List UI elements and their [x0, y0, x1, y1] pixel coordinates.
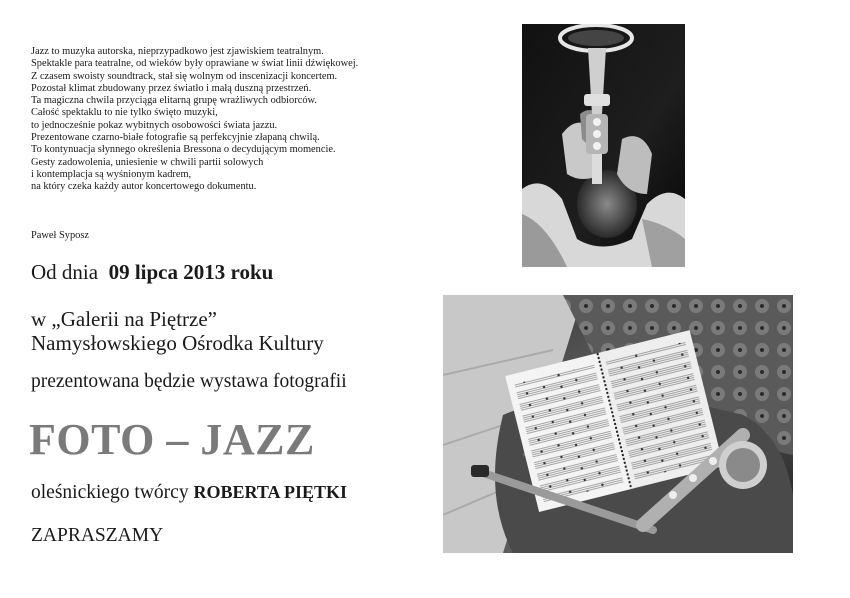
poem-line: To kontynuacja słynnego określenia Bressona o decydującym momencie.	[31, 144, 336, 156]
poem-line: Jazz to muzyka autorska, nieprzypadkowo jest zjawiskiem teatralnym.	[31, 46, 324, 57]
invite-text: ZAPRASZAMY	[31, 525, 164, 546]
photographer-name: ROBERTA PIĘTKI	[193, 482, 348, 502]
poem-line: i kontemplacja są wyśnionym kadrem,	[31, 168, 192, 180]
date-line	[31, 260, 273, 285]
poem-line: na który czeka każdy autor koncertowego dokumentu.	[31, 181, 257, 193]
poem-text	[31, 46, 441, 194]
venue-name: Namysłowskiego Ośrodka Kultury	[31, 331, 324, 355]
photographer-prefix: oleśnickiego twórcy	[31, 482, 189, 503]
gallery-name: w „Galerii na Piętrze”	[31, 307, 217, 331]
exhibition-date: 09 lipca 2013 roku	[108, 260, 274, 284]
presented-text: prezentowana będzie wystawa fotografii	[31, 371, 347, 392]
trumpet-player-photo	[522, 24, 685, 267]
poem-line: Gesty zadowolenia, uniesienie w chwili partii solowych	[31, 156, 264, 168]
poem-line: Całość spektaklu to nie tylko święto muzyki,	[31, 107, 218, 119]
poem-author: Paweł Syposz	[31, 230, 90, 241]
poem-line: Prezentowane czarno-białe fotografie są perfekcyjnie złapaną chwilą.	[31, 132, 320, 144]
poem-line: to jednocześnie pokaz wybitnych osobowości świata jazzu.	[31, 119, 278, 131]
poem-line: Pozostał klimat zbudowany przez światło i małą duszną przestrzeń.	[31, 82, 312, 94]
exhibition-title: FOTO – JAZZ	[29, 415, 315, 464]
poem-line: Ta magiczna chwila przyciąga elitarną grupę wrażliwych odbiorców.	[31, 95, 317, 107]
poem-line: Spektakle para teatralne, od wieków były oprawiane w świat linii dźwiękowej.	[31, 58, 359, 70]
poem-line: Z czasem swoisty soundtrack, stał się wolnym od inscenizacji koncertem.	[31, 70, 338, 82]
date-prefix: Od dnia	[31, 260, 99, 284]
saxophone-sheet-music-photo	[443, 295, 793, 553]
photographer-line	[31, 482, 347, 504]
